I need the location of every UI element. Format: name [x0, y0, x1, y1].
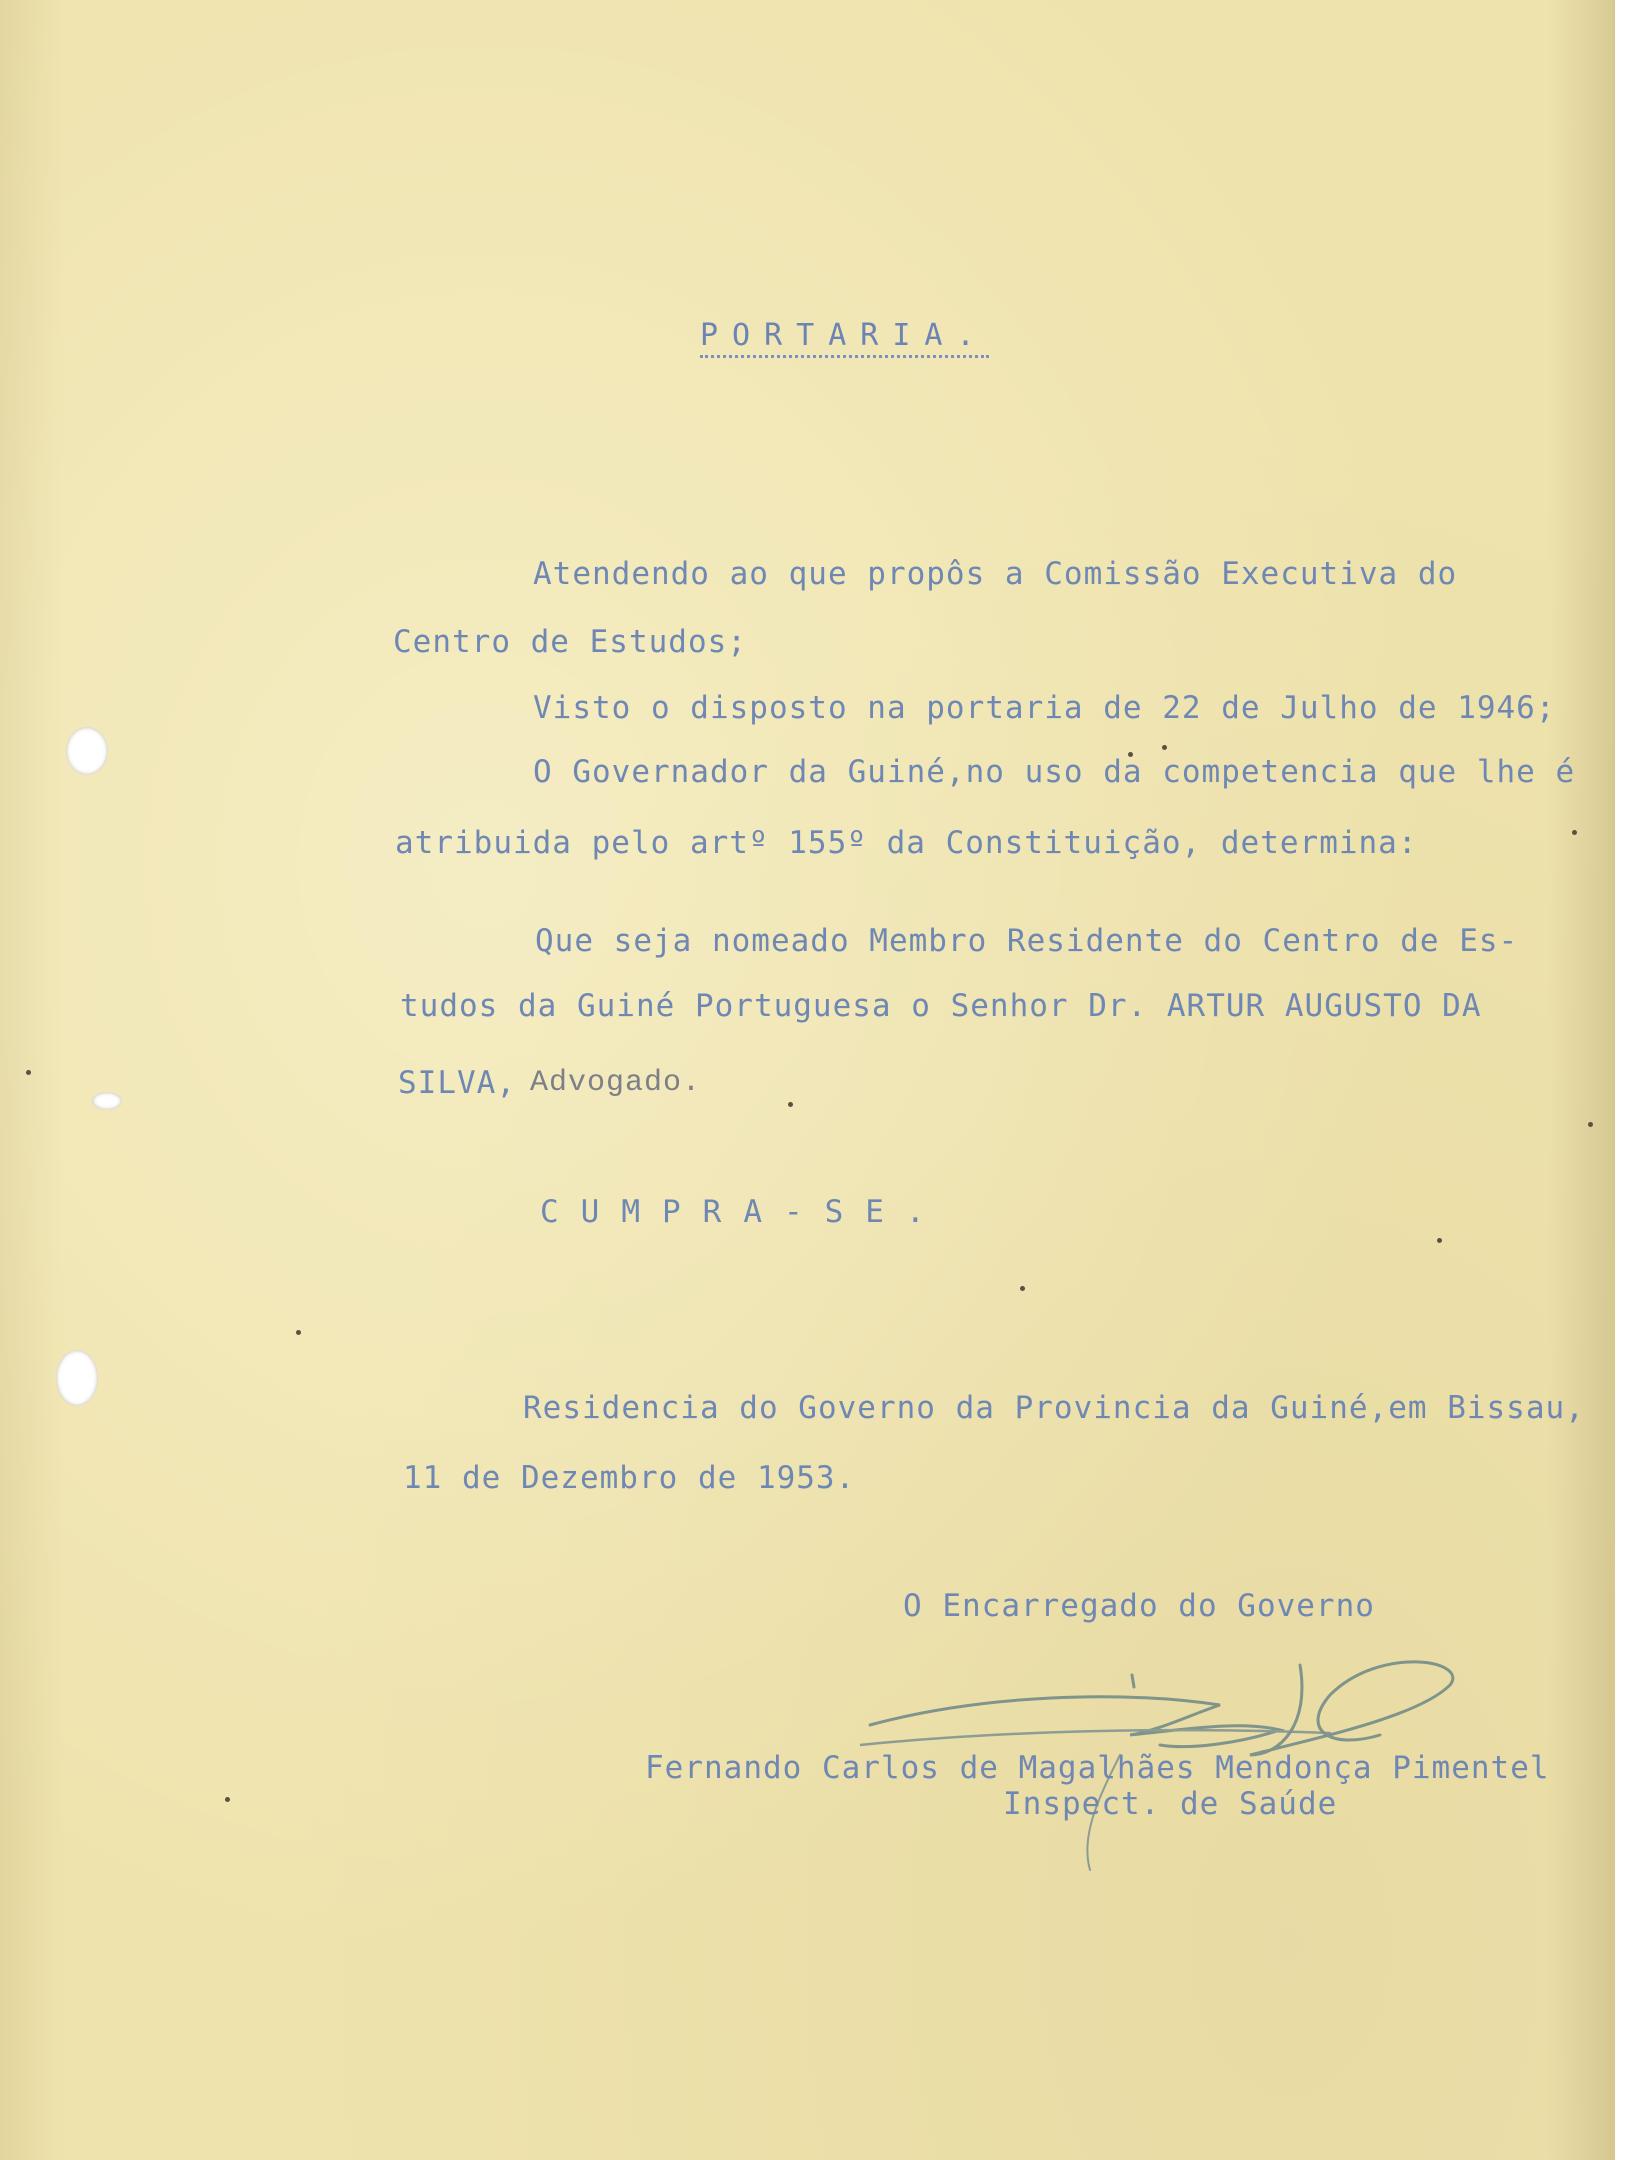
paper-speck	[1572, 830, 1577, 835]
punch-hole-middle	[92, 1092, 122, 1110]
signatory-name: Fernando Carlos de Magalhães Mendonça Pimentel	[645, 1750, 1550, 1786]
paragraph-line-5: atribuida pelo artº 155º da Constituição, determina:	[395, 825, 1418, 861]
signatory-role: O Encarregado do Governo	[903, 1588, 1375, 1624]
paper-speck	[296, 1330, 301, 1335]
paper-speck	[1020, 1286, 1025, 1291]
place-line-2: 11 de Dezembro de 1953.	[403, 1460, 856, 1496]
paper-speck	[1162, 745, 1167, 750]
paragraph-line-4: O Governador da Guiné,no uso da competencia que lhe é	[533, 754, 1576, 790]
paragraph-line-1: Atendendo ao que propôs a Comissão Executiva do	[533, 556, 1458, 592]
paper-speck	[225, 1797, 230, 1802]
signatory-title: Inspect. de Saúde	[1003, 1786, 1338, 1822]
paper-speck	[26, 1070, 31, 1075]
place-line-1: Residencia do Governo da Provincia da Guiné,em Bissau,	[523, 1390, 1585, 1426]
addendum-advogado: Advogado.	[530, 1066, 702, 1100]
paragraph-line-3: Visto o disposto na portaria de 22 de Julho de 1946;	[533, 690, 1556, 726]
paragraph-line-8: SILVA,	[398, 1065, 516, 1101]
paragraph-line-2: Centro de Estudos;	[393, 624, 747, 660]
paragraph-line-7: tudos da Guiné Portuguesa o Senhor Dr. ARTUR AUGUSTO DA	[400, 988, 1482, 1024]
paper-speck	[1588, 1122, 1593, 1127]
document-title: PORTARIA.	[700, 318, 989, 358]
paper-speck	[788, 1102, 793, 1107]
punch-hole-bottom	[56, 1350, 98, 1406]
paragraph-line-6: Que seja nomeado Membro Residente do Centro de Es-	[535, 923, 1519, 959]
cumpra-se: CUMPRA-SE.	[540, 1194, 947, 1230]
punch-hole-top	[66, 727, 108, 775]
paper-speck	[1437, 1238, 1442, 1243]
